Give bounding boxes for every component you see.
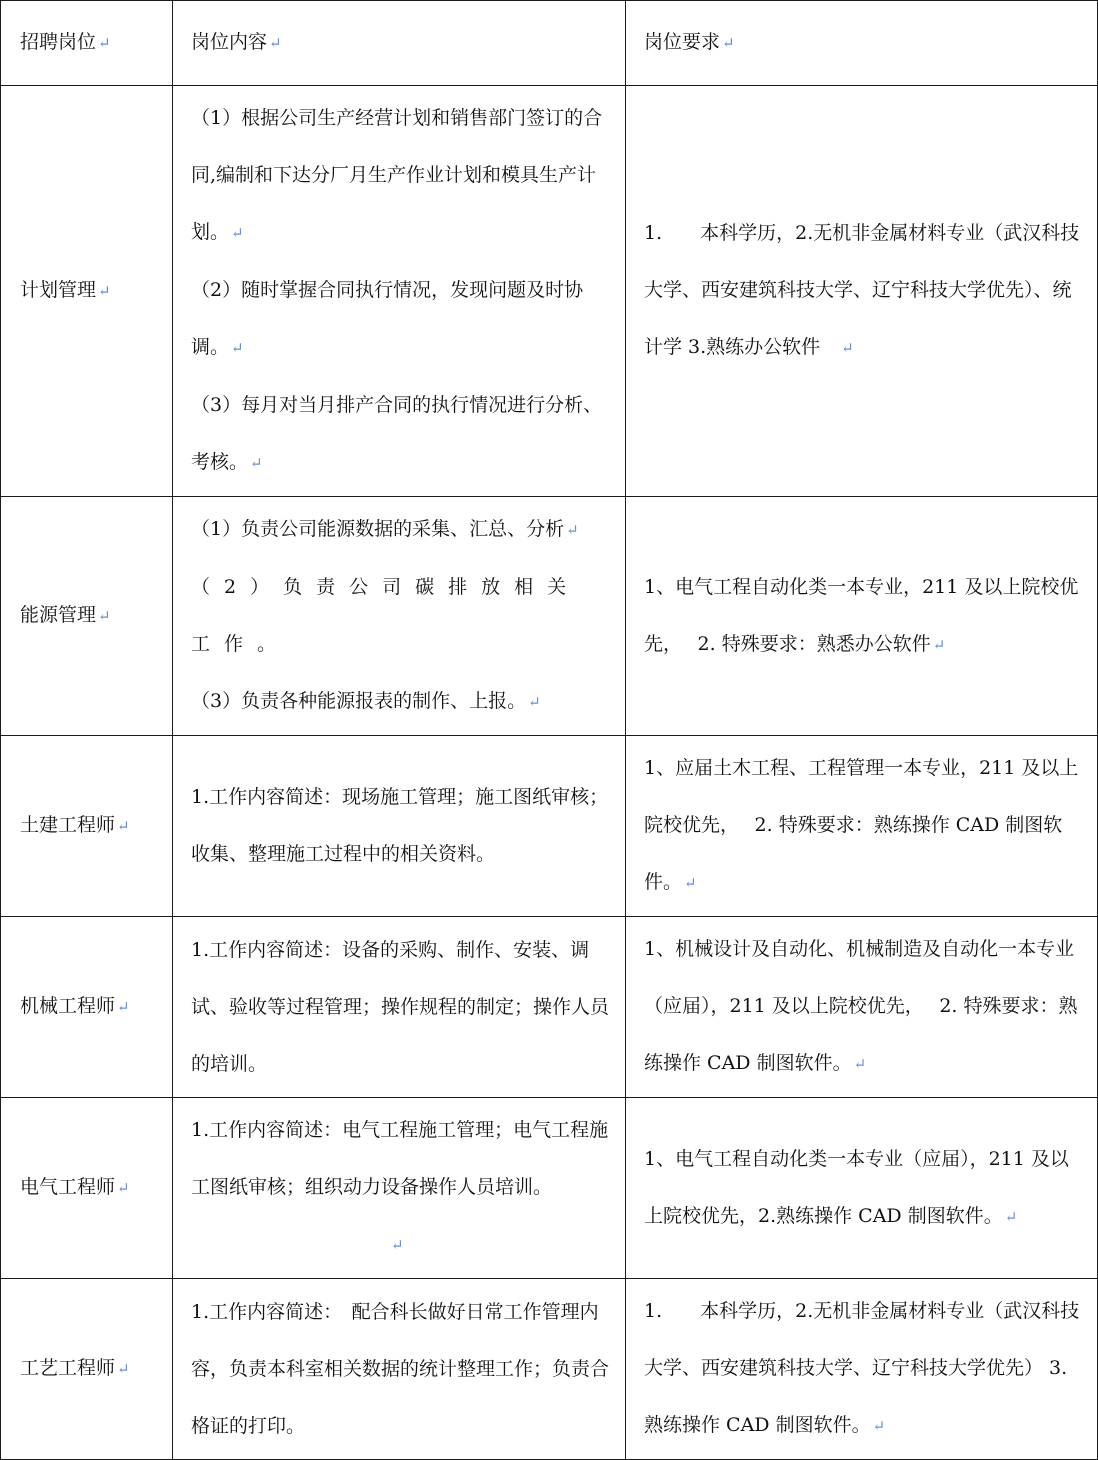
- content-cell: [173, 86, 626, 497]
- paragraph-mark-icon: ↵: [98, 34, 111, 52]
- paragraph-mark-icon: ↵: [1004, 1207, 1018, 1226]
- header-content-label: 岗位内容: [191, 31, 268, 53]
- paragraph-mark-icon: ↵: [269, 34, 282, 52]
- position-cell: [1, 1279, 173, 1460]
- position-name: 工艺工程师: [20, 1357, 116, 1379]
- paragraph-mark-icon: ↵: [566, 521, 579, 539]
- requirements-text: 1. 本科学历，2.无机非金属材料专业（武汉科技大学、西安建筑科技大学、辽宁科技大学优先）、统计学 3.熟练办公软件: [644, 222, 1080, 358]
- requirements-cell: [626, 86, 1098, 497]
- content-paragraph: 1.工作内容简述：设备的采购、制作、安装、调试、验收等过程管理；操作规程的制定；操作人员的培训。: [191, 938, 610, 1075]
- paragraph-mark-icon: ↵: [722, 34, 735, 52]
- requirements-cell: [626, 1279, 1098, 1460]
- position-name: 土建工程师: [20, 814, 116, 836]
- content-cell: [173, 1098, 626, 1279]
- table-header-row: [1, 1, 1098, 86]
- paragraph-mark-icon: ↵: [872, 1417, 886, 1435]
- position-name: 能源管理: [20, 604, 97, 626]
- paragraph-mark-icon: ↵: [231, 224, 244, 242]
- header-position-label: 招聘岗位: [20, 31, 97, 53]
- paragraph-mark-icon: ↵: [117, 998, 130, 1016]
- header-requirements: [626, 1, 1098, 86]
- header-requirements-label: 岗位要求: [644, 31, 721, 53]
- content-cell: [173, 736, 626, 917]
- paragraph-mark-icon: ↵: [391, 1236, 404, 1254]
- paragraph-mark-icon: ↵: [932, 635, 946, 654]
- position-cell: [1, 917, 173, 1098]
- paragraph-mark-icon: ↵: [98, 607, 111, 625]
- content-paragraph: 1.工作内容简述：现场施工管理；施工图纸审核；收集、整理施工过程中的相关资料。: [191, 786, 609, 865]
- requirements-cell: [626, 736, 1098, 917]
- content-paragraph: （3）每月对当月排产合同的执行情况进行分析、考核。 ↵: [191, 394, 603, 473]
- position-cell: [1, 497, 173, 736]
- paragraph-mark-icon: ↵: [250, 454, 263, 472]
- position-name: 机械工程师: [20, 995, 116, 1017]
- content-cell: [173, 497, 626, 736]
- table-row: [1, 917, 1098, 1098]
- paragraph-mark-icon: ↵: [117, 1360, 130, 1378]
- content-paragraph: （1）根据公司生产经营计划和销售部门签订的合同,编制和下达分厂月生产作业计划和模具生产计划。 ↵: [191, 107, 603, 243]
- paragraph-mark-icon: ↵: [684, 874, 697, 892]
- content-paragraph: （1）负责公司能源数据的采集、汇总、分析 ↵: [191, 518, 579, 540]
- paragraph-mark-icon: ↵: [98, 282, 111, 300]
- paragraph-mark-icon: ↵: [853, 1055, 867, 1073]
- table-row: [1, 736, 1098, 917]
- paragraph-mark-icon: ↵: [117, 1179, 130, 1197]
- requirements-text: 1、应届土木工程、工程管理一本专业，211 及以上院校优先， 2. 特殊要求：熟练操作 CAD 制图软件。: [644, 757, 1079, 893]
- table-row: [1, 1279, 1098, 1460]
- requirements-text: 1、机械设计及自动化、机械制造及自动化一本专业（应届），211 及以上院校优先， 2. 特殊要求：熟练操作 CAD 制图软件。: [644, 938, 1078, 1074]
- header-content: [173, 1, 626, 86]
- position-cell: [1, 1098, 173, 1279]
- content-paragraph: 1.工作内容简述： 配合科长做好日常工作管理内容，负责本科室相关数据的统计整理工作；负责合格证的打印。: [191, 1300, 610, 1437]
- requirements-cell: [626, 1098, 1098, 1279]
- requirements-text: 1、电气工程自动化类一本专业，211 及以上院校优先， 2. 特殊要求：熟悉办公软件: [644, 575, 1079, 655]
- content-paragraph: （2）负责公司碳排放相关工作。: [191, 576, 581, 655]
- table-row: [1, 1098, 1098, 1279]
- content-paragraph: 1.工作内容简述：电气工程施工管理；电气工程施工图纸审核；组织动力设备操作人员培训。↵: [191, 1119, 609, 1254]
- content-cell: [173, 917, 626, 1098]
- paragraph-mark-icon: ↵: [528, 693, 541, 711]
- table-row: [1, 86, 1098, 497]
- position-name: 电气工程师: [20, 1176, 116, 1198]
- position-name: 计划管理: [20, 279, 97, 301]
- content-paragraph: （2）随时掌握合同执行情况，发现问题及时协调。 ↵: [191, 279, 584, 358]
- paragraph-mark-icon: ↵: [231, 339, 244, 357]
- content-paragraph: （3）负责各种能源报表的制作、上报。 ↵: [191, 690, 541, 712]
- paragraph-mark-icon: ↵: [117, 817, 130, 835]
- position-cell: [1, 86, 173, 497]
- requirements-cell: [626, 497, 1098, 736]
- requirements-text: 1、电气工程自动化类一本专业（应届），211 及以上院校优先，2.熟练操作 CAD 制图软件。: [644, 1147, 1069, 1227]
- requirements-text: 1. 本科学历，2.无机非金属材料专业（武汉科技大学、西安建筑科技大学、辽宁科技大学优先） 3.熟练操作 CAD 制图软件。: [644, 1300, 1080, 1436]
- table-row: [1, 497, 1098, 736]
- requirements-cell: [626, 917, 1098, 1098]
- header-position: [1, 1, 173, 86]
- content-cell: [173, 1279, 626, 1460]
- paragraph-mark-icon: ↵: [841, 339, 854, 357]
- position-cell: [1, 736, 173, 917]
